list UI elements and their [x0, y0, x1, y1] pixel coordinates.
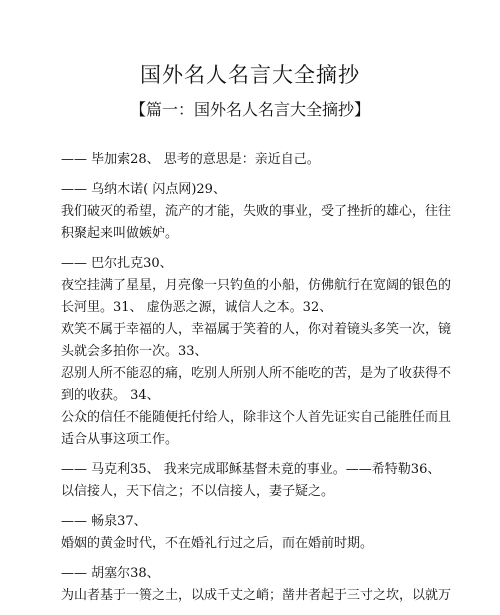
text-line: 以信接人，天下信之；不以信接人，妻子疑之。	[61, 484, 335, 499]
quote-paragraph	[61, 149, 446, 171]
text-line: 公众的信任不能随便托付给人，除非这个人首先证实自己能胜任而且	[61, 410, 452, 425]
text-line: —— 乌纳木诺( 闪点网)29、	[61, 182, 226, 197]
text-line: 婚姻的黄金时代，不在婚礼行过之后，而在婚前时期。	[61, 536, 374, 551]
text-line: 头就会多拍你一次。33、	[61, 344, 208, 359]
text-line: —— 畅泉37、	[61, 514, 147, 529]
page-title: 国外名人名言大全摘抄	[140, 63, 360, 87]
text-line: 适合从事这项工作。	[61, 432, 179, 447]
text-line: —— 毕加索28、 思考的意思是：亲近自己。	[61, 152, 320, 167]
text-line: 为山者基于一篑之土，以成千丈之峭；凿井者起于三寸之坎，以就万	[61, 588, 452, 603]
text-line: 欢笑不属于幸福的人，幸福属于笑着的人，你对着镜头多笑一次，镜	[61, 322, 452, 337]
document-body	[61, 149, 452, 615]
quote-paragraph	[61, 563, 452, 607]
quote-paragraph	[61, 511, 446, 555]
section-heading: 【篇一：国外名人名言大全摘抄】	[129, 100, 370, 119]
text-line: —— 马克利35、 我来完成耶稣基督未竟的事业。——希特勒36、	[61, 462, 441, 477]
text-line: —— 巴尔扎克30、	[61, 256, 173, 271]
text-line: 长河里。31、 虚伪恶之源，诚信人之本。32、	[61, 300, 333, 315]
text-line: 夜空挂满了星星，月亮像一只钓鱼的小船，仿佛航行在宽阔的银色的	[61, 278, 452, 293]
text-line: 忍别人所不能忍的痛，吃别人所别人所不能吃的苦，是为了收获得不	[61, 366, 452, 381]
quote-paragraph	[61, 253, 452, 451]
text-line: 我们破灭的希望，流产的才能，失败的事业，受了挫折的雄心，往往	[61, 204, 452, 219]
text-line: —— 胡塞尔38、	[61, 566, 160, 581]
quote-paragraph	[61, 459, 446, 503]
text-line: 到的收获。 34、	[61, 388, 160, 403]
text-line: 积聚起来叫做嫉妒。	[61, 226, 179, 241]
quote-paragraph	[61, 179, 452, 245]
